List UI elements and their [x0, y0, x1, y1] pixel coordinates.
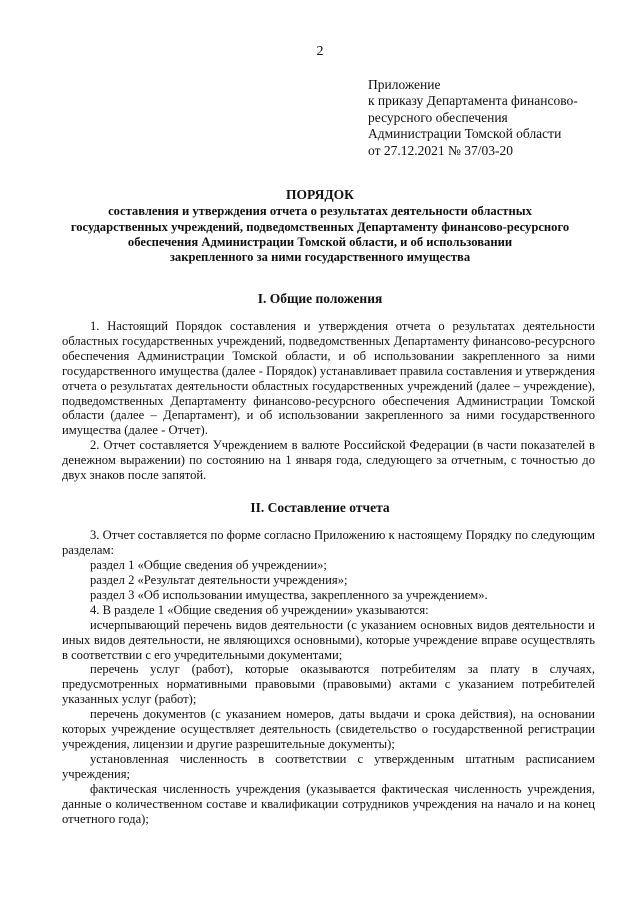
paragraph-1: 1. Настоящий Порядок составления и утверждения отчета о результатах деятельности областных государственных учреждений, подведомственных Департаменту финансово-ресурсного обеспечения Администрации Томской области, и об использовании закрепленного за ними государственного имущества (далее - Порядок) устанавливает правила составления и утверждения отчета о результатах деятельности областных государственных учреждений (далее – учреждение), подведомственных Департаменту финансово-ресурсного обеспечения Администрации Томской области (далее – Департамент), и об использовании закрепленного за ними государственного имущества (далее - Отчет).: [62, 319, 595, 438]
appendix-line: к приказу Департамента финансово-: [368, 93, 578, 109]
section-list-item-1: раздел 1 «Общие сведения об учреждении»;: [90, 558, 327, 572]
title-heading: ПОРЯДОК: [286, 187, 354, 202]
section-list-item-3: раздел 3 «Об использовании имущества, закрепленного за учреждением».: [90, 588, 488, 602]
list-item-services: перечень услуг (работ), которые оказываются потребителям за плату в случаях, предусмотренных нормативными правовыми (правовыми) актами с указанием потребителей указанных услуг (работ);: [62, 662, 595, 706]
title-line: составления и утверждения отчета о результатах деятельности областных: [108, 204, 532, 219]
appendix-block: [368, 77, 628, 159]
appendix-line: от 27.12.2021 № 37/03-20: [368, 142, 513, 158]
section-1-heading: I. Общие положения: [257, 291, 383, 306]
page-number: 2: [316, 44, 324, 59]
section-2-heading: II. Составление отчета: [250, 500, 390, 515]
list-item-documents: перечень документов (с указанием номеров, даты выдачи и срока действия), на основании которых учреждение осуществляет деятельность (свидетельство о государственной регистрации учреждения, лицензии и другие разрешительные документы);: [62, 707, 595, 751]
appendix-line: Администрации Томской области: [368, 126, 562, 142]
document-title: [40, 187, 600, 265]
section-list-item-2: раздел 2 «Результат деятельности учреждения»;: [90, 573, 348, 587]
paragraph-2: 2. Отчет составляется Учреждением в валюте Российской Федерации (в части показателей в денежном выражении) по состоянию на 1 января года, следующего за отчетным, с точностью до двух знаков после запятой.: [62, 438, 595, 482]
list-item-actual-staff: фактическая численность учреждения (указывается фактическая численность учреждения, данные о количественном составе и квалификации сотрудников учреждения на начало и на конец отчетного года);: [62, 782, 595, 826]
title-line: государственных учреждений, подведомственных Департаменту финансово-ресурсного: [70, 219, 570, 234]
title-line: закрепленного за ними государственного имущества: [169, 250, 471, 265]
list-item-activities: исчерпывающий перечень видов деятельности (с указанием основных видов деятельности и иных видов деятельности, не являющихся основными), которые учреждение вправе осуществлять в соответствии с его учредительными документами;: [62, 618, 595, 662]
list-item-staffing: установленная численность в соответствии с утвержденным штатным расписанием учреждения;: [62, 752, 595, 781]
paragraph-4: 4. В разделе 1 «Общие сведения об учреждении» указываются:: [90, 603, 429, 617]
title-line: обеспечения Администрации Томской области, и об использовании: [127, 234, 513, 249]
appendix-line: Приложение: [368, 77, 441, 92]
appendix-line: ресурсного обеспечения: [368, 109, 508, 125]
paragraph-3: 3. Отчет составляется по форме согласно Приложению к настоящему Порядку по следующим разделам:: [62, 528, 595, 557]
